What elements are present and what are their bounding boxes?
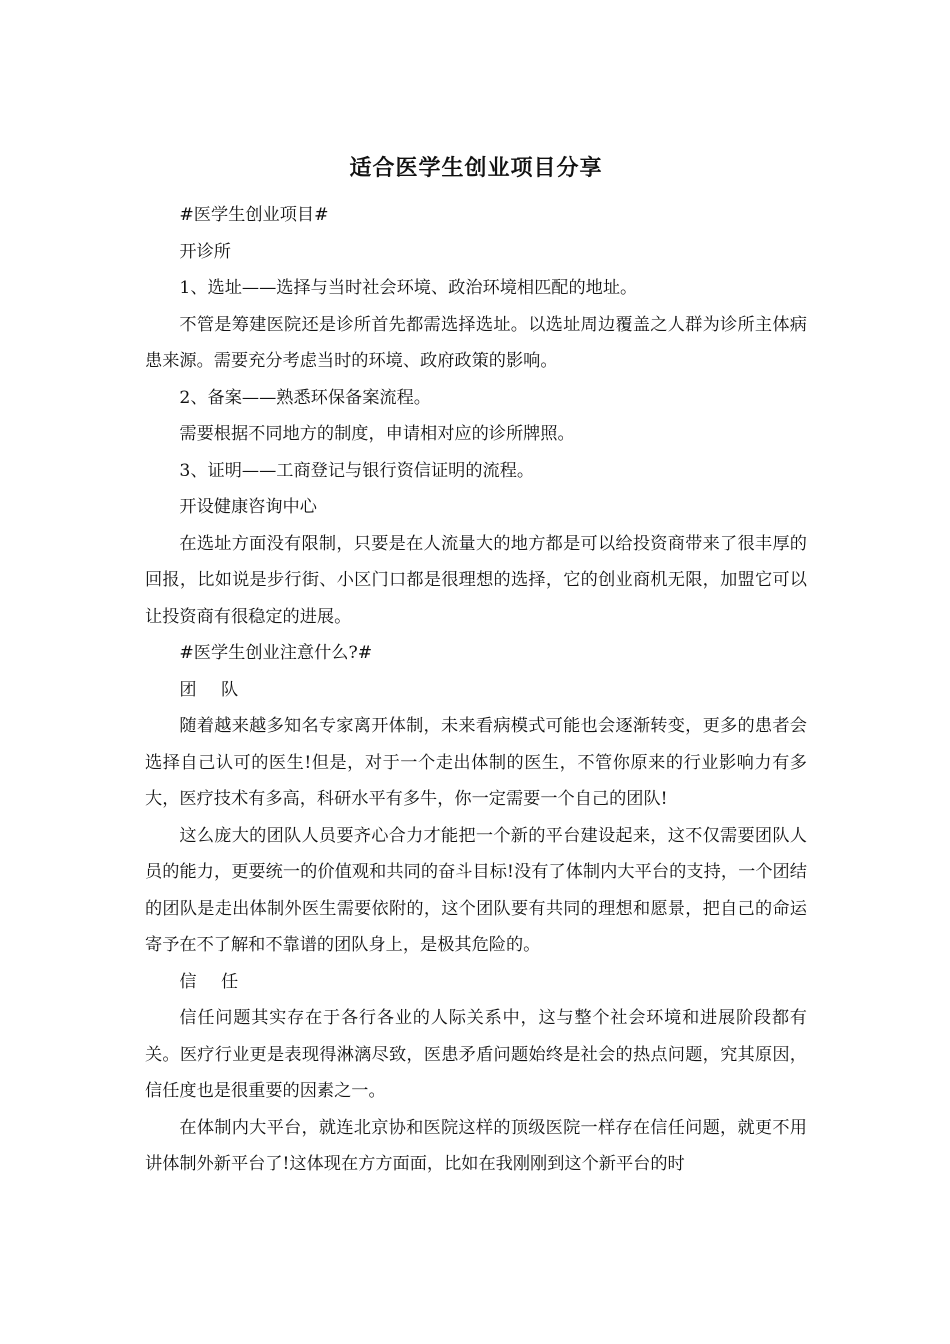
paragraph-trust-1: 信任问题其实存在于各行各业的人际关系中，这与整个社会环境和进展阶段都有关。医疗行业更是表现得淋漓尽致，医患矛盾问题始终是社会的热点问题，究其原因，信任度也是很重要的因素之一。 (145, 1008, 807, 1101)
paragraph-site-selection: 不管是筹建医院还是诊所首先都需选择选址。以选址周边覆盖之人群为诊所主体病患来源。需要充分考虑当时的环境、政府政策的影响。 (145, 314, 807, 371)
document-title: 适合医学生创业项目分享 (349, 156, 603, 181)
section-heading-projects: #医学生创业项目# (179, 205, 329, 225)
step-filing: 2、备案——熟悉环保备案流程。 (179, 387, 431, 408)
paragraph-team-2: 这么庞大的团队人员要齐心合力才能把一个新的平台建设起来，这不仅需要团队人员的能力，更要统一的价值观和共同的奋斗目标!没有了体制内大平台的支持，一个团结的团队是走出体制外医生需要依附的，这个团队要有共同的理想和愿景，把自己的命运寄予在不了解和不靠谱的团队身上，是极其危险的。 (145, 825, 807, 955)
subheading-clinic: 开诊所 (179, 241, 231, 262)
paragraph-health-center: 在选址方面没有限制，只要是在人流量大的地方都是可以给投资商带来了很丰厚的回报，比如说是步行街、小区门口都是很理想的选择，它的创业商机无限，加盟它可以让投资商有很稳定的进展。 (145, 533, 807, 627)
subheading-team: 团 队 (179, 679, 248, 700)
subheading-health-center: 开设健康咨询中心 (179, 497, 317, 517)
step-site-selection: 1、选址——选择与当时社会环境、政治环境相匹配的地址。 (179, 278, 638, 298)
subheading-trust: 信 任 (179, 971, 248, 992)
paragraph-filing: 需要根据不同地方的制度，申请相对应的诊所牌照。 (179, 424, 575, 444)
section-heading-notes: #医学生创业注意什么?# (179, 643, 373, 663)
paragraph-team-1: 随着越来越多知名专家离开体制，未来看病模式可能也会逐渐转变，更多的患者会选择自己认可的医生!但是，对于一个走出体制的医生，不管你原来的行业影响力有多大，医疗技术有多高，科研水平有多牛，你一定需要一个自己的团队! (145, 716, 807, 809)
document-body (145, 150, 807, 1183)
paragraph-trust-2: 在体制内大平台，就连北京协和医院这样的顶级医院一样存在信任问题，就更不用讲体制外新平台了!这体现在方方面面，比如在我刚刚到这个新平台的时 (145, 1117, 807, 1174)
step-certification: 3、证明——工商登记与银行资信证明的流程。 (179, 460, 535, 481)
